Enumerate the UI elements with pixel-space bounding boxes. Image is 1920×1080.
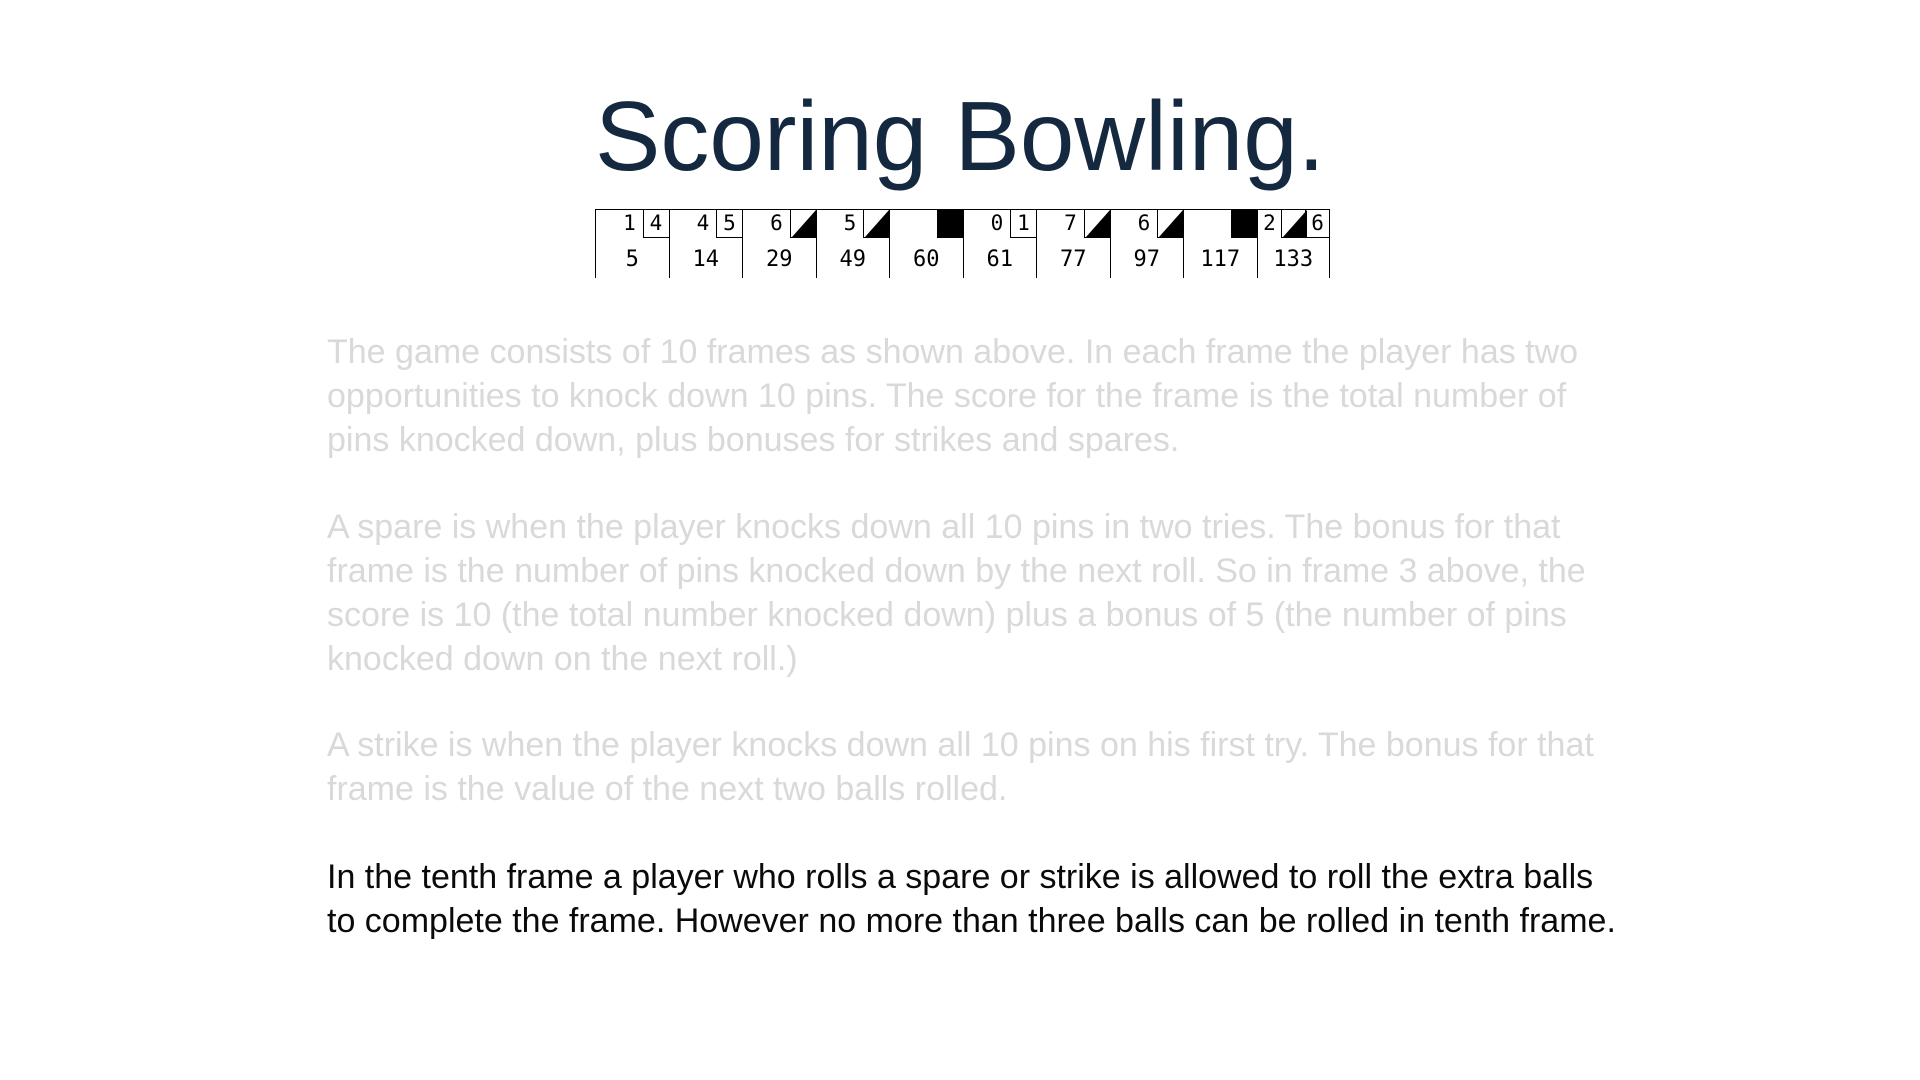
frame-rolls — [743, 209, 816, 240]
frame-rolls — [1258, 209, 1330, 240]
frame-rolls — [1111, 209, 1184, 240]
roll-value — [1205, 210, 1231, 238]
roll-value: 1 — [623, 211, 636, 235]
roll-value: 5 — [843, 211, 857, 235]
frame-rolls — [596, 209, 669, 240]
frame-rolls — [817, 209, 890, 240]
slide-title: Scoring Bowling. — [595, 81, 1325, 191]
spare-mark — [1281, 210, 1305, 238]
score-frame-4 — [816, 209, 890, 278]
spare-mark — [863, 210, 889, 238]
frame-total: 60 — [913, 247, 940, 272]
spare-mark — [1084, 210, 1110, 238]
frame-rolls — [890, 209, 963, 240]
spare-mark — [790, 210, 816, 238]
frame-rolls — [670, 209, 743, 240]
frame-total: 97 — [1133, 247, 1160, 272]
score-frame-9 — [1183, 209, 1257, 278]
strike-mark — [1231, 210, 1257, 238]
roll-value: 6 — [770, 211, 783, 235]
roll-value — [911, 210, 937, 238]
roll-value: 1 — [1010, 210, 1036, 238]
frame-total: 5 — [625, 247, 639, 272]
score-frame-5 — [889, 209, 963, 278]
frame-total: 77 — [1060, 247, 1087, 272]
roll-value: 6 — [1305, 210, 1329, 238]
score-frame-10 — [1257, 209, 1331, 278]
paragraph-spare: A spare is when the player knocks down all 10 pins in two tries. The bonus for that frame is the number of pins knocked down by the next roll. So in frame 3 above, the score is 10 (the total number knocked down) plus a bonus of 5 (the number of pins knocked down on the next roll.) — [327, 508, 1586, 678]
roll-value: 0 — [990, 211, 1004, 235]
roll-value: 4 — [696, 211, 710, 235]
score-frame-7 — [1036, 209, 1110, 278]
score-frame-6 — [963, 209, 1037, 278]
paragraph-tenth-frame: In the tenth frame a player who rolls a spare or strike is allowed to roll the extra balls to complete the frame. However no more than three balls can be rolled in tenth frame. — [327, 858, 1616, 940]
frame-total: 61 — [986, 247, 1013, 272]
roll-value: 6 — [1137, 211, 1151, 235]
paragraph-frames: The game consists of 10 frames as shown above. In each frame the player has two opportunities to knock down 10 pins. The score for the frame is the total number of pins knocked down, plus bonuses for strikes and spares. — [327, 333, 1579, 459]
bowling-scorecard — [595, 209, 1330, 278]
score-frame-1 — [595, 209, 669, 278]
frame-total: 29 — [766, 247, 793, 272]
strike-mark — [937, 210, 963, 238]
roll-value: 5 — [716, 210, 742, 238]
frame-total: 133 — [1273, 247, 1314, 272]
frame-rolls — [1184, 209, 1257, 240]
roll-value: 4 — [643, 210, 669, 238]
frame-rolls — [1037, 209, 1110, 240]
score-frame-3 — [742, 209, 816, 278]
frame-total: 117 — [1200, 247, 1241, 272]
score-frame-2 — [669, 209, 743, 278]
frame-rolls — [964, 209, 1037, 240]
paragraph-strike: A strike is when the player knocks down all 10 pins on his first try. The bonus for that frame is the value of the next two balls rolled. — [327, 726, 1594, 808]
score-frame-8 — [1110, 209, 1184, 278]
roll-value: 2 — [1263, 211, 1276, 235]
frame-total: 49 — [839, 247, 866, 272]
roll-value: 7 — [1064, 211, 1077, 235]
spare-mark — [1157, 210, 1183, 238]
frame-total: 14 — [692, 247, 719, 272]
